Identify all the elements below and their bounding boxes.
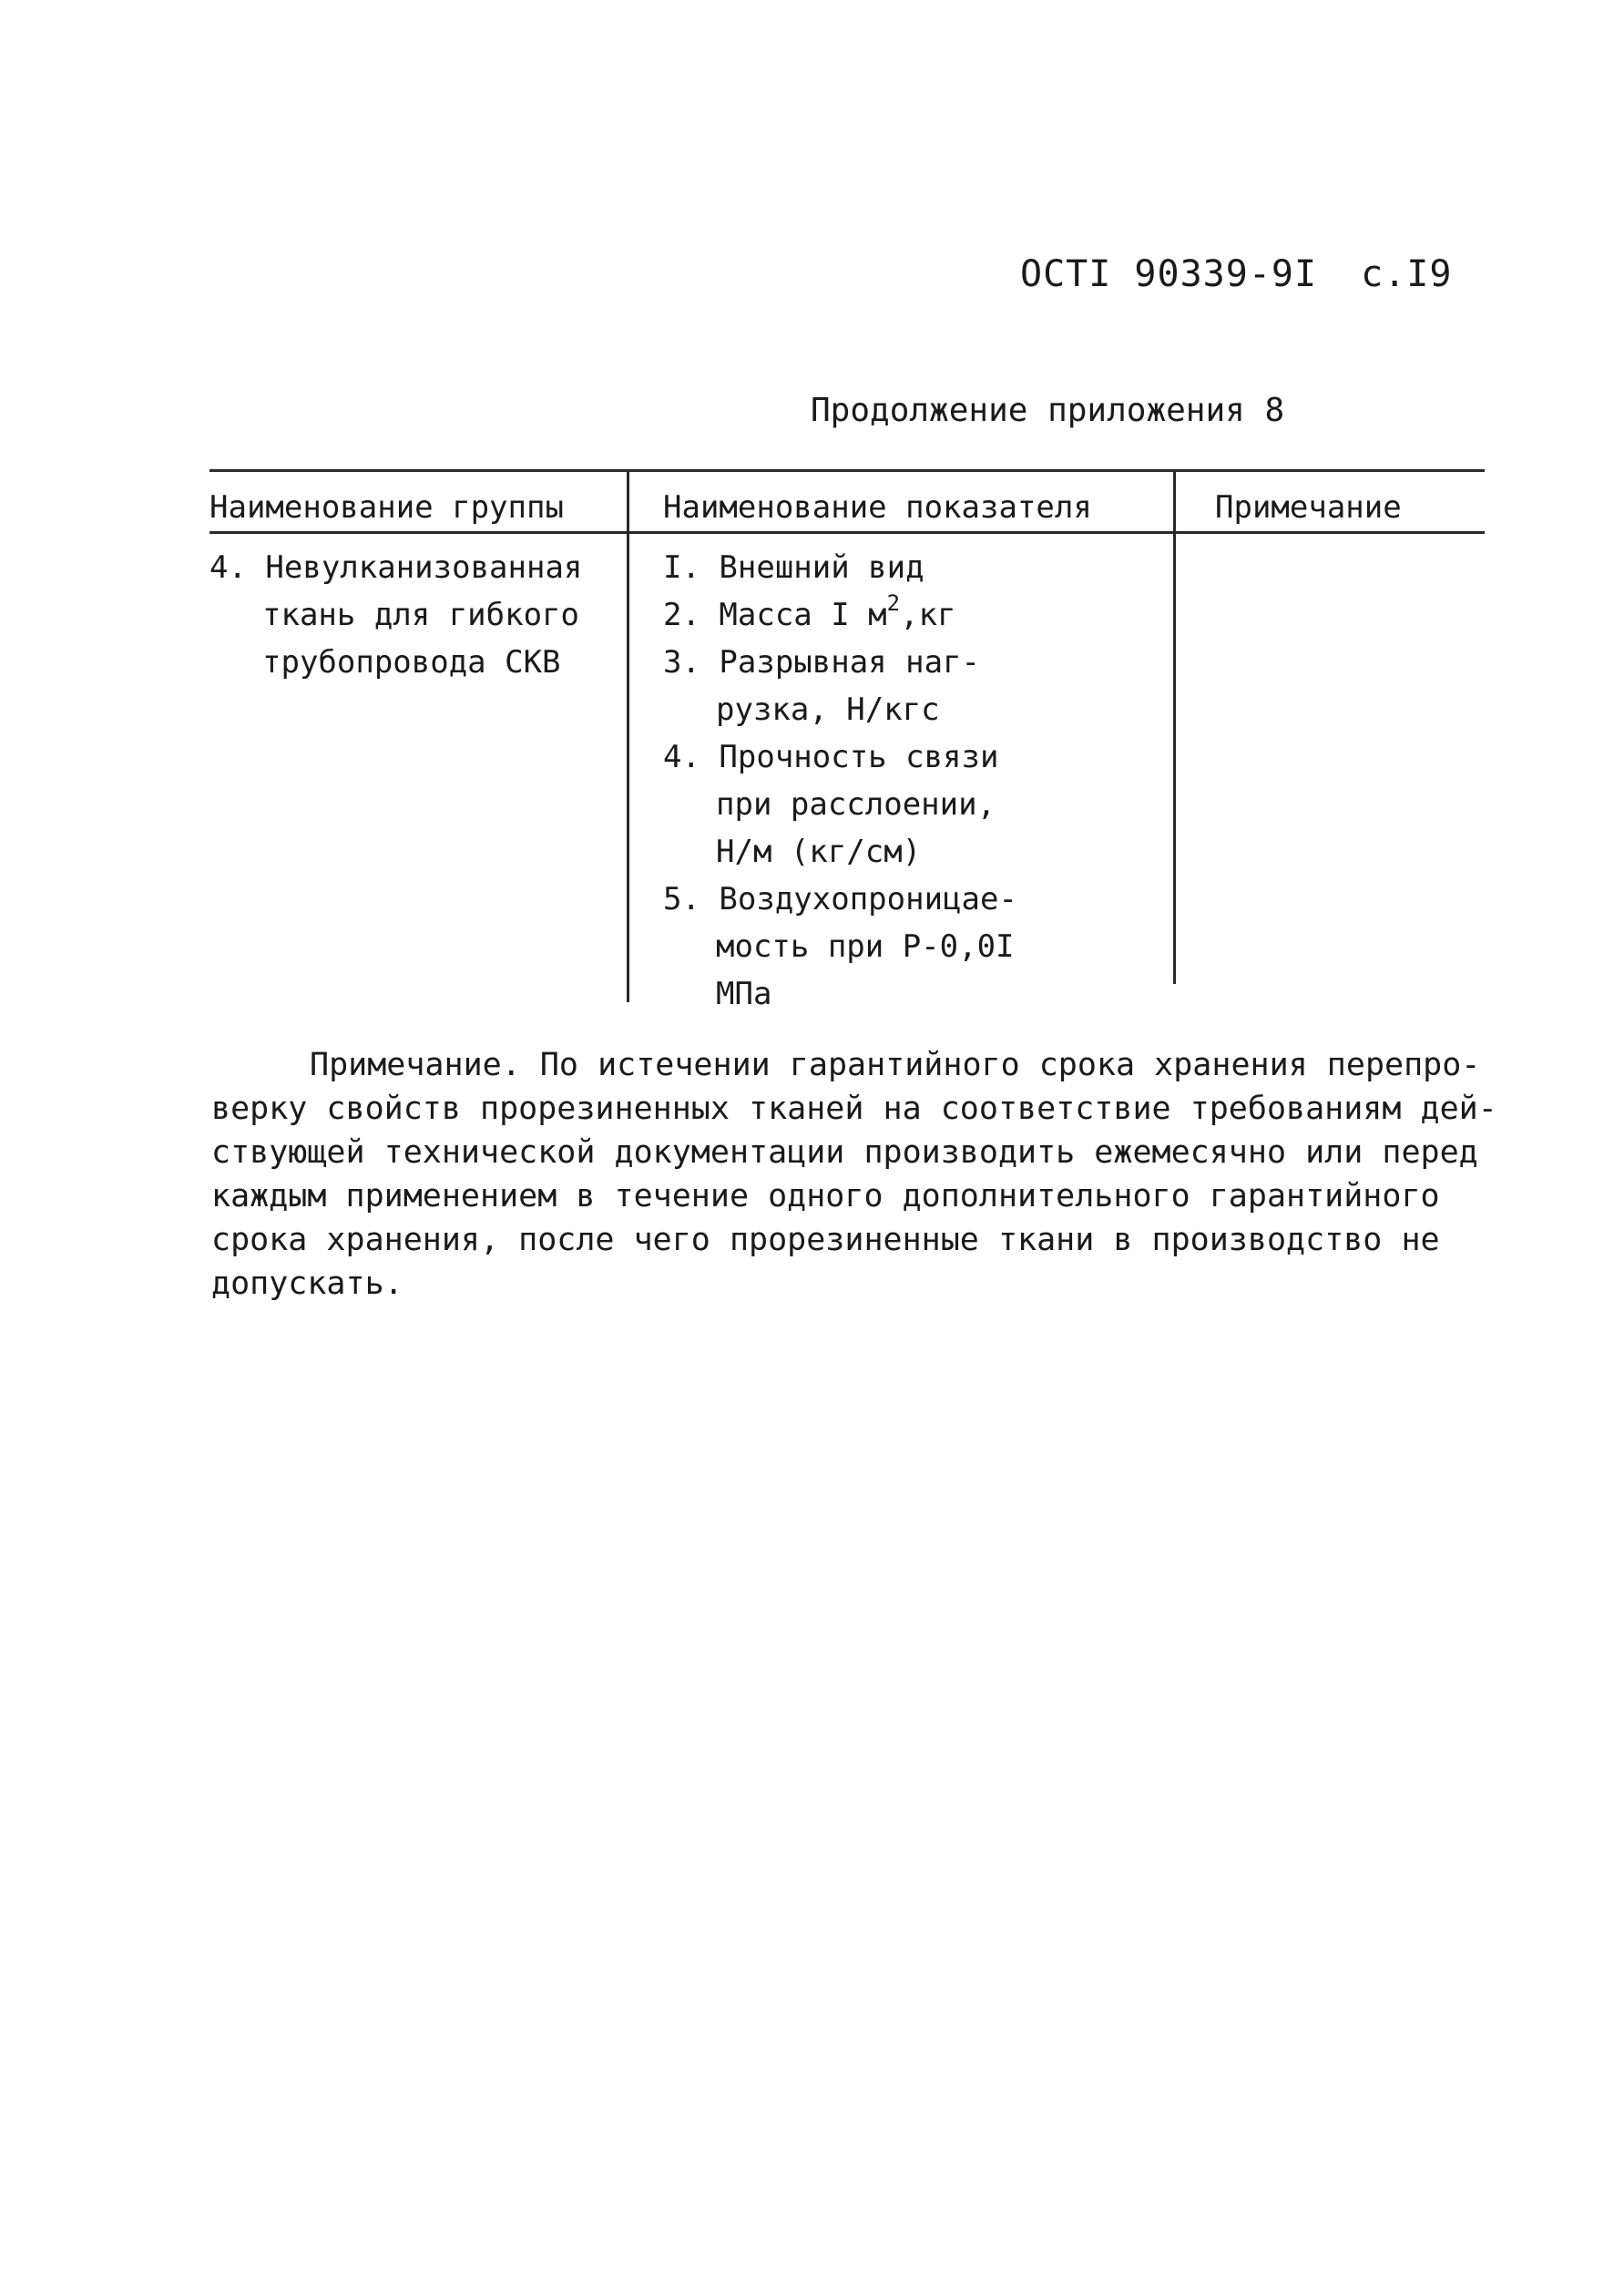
- column-divider-1: [627, 469, 629, 1002]
- note-line: допускать.: [211, 1265, 403, 1302]
- indicator-item: I. Внешний вид: [663, 549, 924, 586]
- note-line: ствующей технической документации производить ежемесячно или перед: [211, 1134, 1478, 1171]
- note-line: каждым применением в течение одного дополнительного гарантийного: [211, 1178, 1440, 1214]
- table-top-rule: [209, 469, 1485, 472]
- column-header-indicator: Наименование показателя: [663, 489, 1092, 526]
- standard-code: ОСТI 90339-9I: [1020, 253, 1318, 295]
- indicator-item: 4. Прочность связи: [663, 739, 999, 775]
- footnote-paragraph: [211, 1043, 1497, 1306]
- indicator-item-continued: МПа: [716, 976, 772, 1012]
- indicator-list-cell: [663, 544, 1017, 1018]
- indicator-item: 5. Воздухопроницае-: [663, 881, 1017, 917]
- group-line: ткань для гибкого: [262, 597, 579, 633]
- table-header-rule: [209, 531, 1485, 534]
- indicator-table: [209, 469, 1485, 1012]
- document-header: [1020, 253, 1452, 295]
- superscript: 2: [886, 590, 901, 616]
- note-line: Примечание. По истечении гарантийного срока хранения перепро-: [310, 1047, 1481, 1083]
- indicator-item-continued: Н/м (кг/см): [716, 834, 922, 870]
- indicator-item-continued: рузка, Н/кгс: [716, 692, 940, 728]
- indicator-item-continued: мость при Р-0,0I: [716, 928, 1015, 965]
- column-divider-2: [1173, 469, 1176, 984]
- group-name-cell: [209, 544, 582, 686]
- indicator-item: 3. Разрывная наг-: [663, 644, 980, 681]
- page-number: с.I9: [1361, 253, 1453, 295]
- indicator-item-continued: при расслоении,: [716, 786, 996, 823]
- note-line: срока хранения, после чего прорезиненные ткани в производство не: [211, 1222, 1440, 1258]
- column-header-remark: Примечание: [1215, 489, 1402, 526]
- note-line: верку свойств прорезиненных тканей на соответствие требованиям дей-: [211, 1091, 1497, 1127]
- indicator-item: 2. Масса I $м^2,кг$: [663, 590, 956, 633]
- column-header-group: Наименование группы: [209, 489, 564, 526]
- group-line: 4. Невулканизованная: [209, 549, 583, 586]
- group-line: трубопровода СКВ: [262, 644, 561, 681]
- appendix-continuation-label: Продолжение приложения 8: [811, 392, 1285, 429]
